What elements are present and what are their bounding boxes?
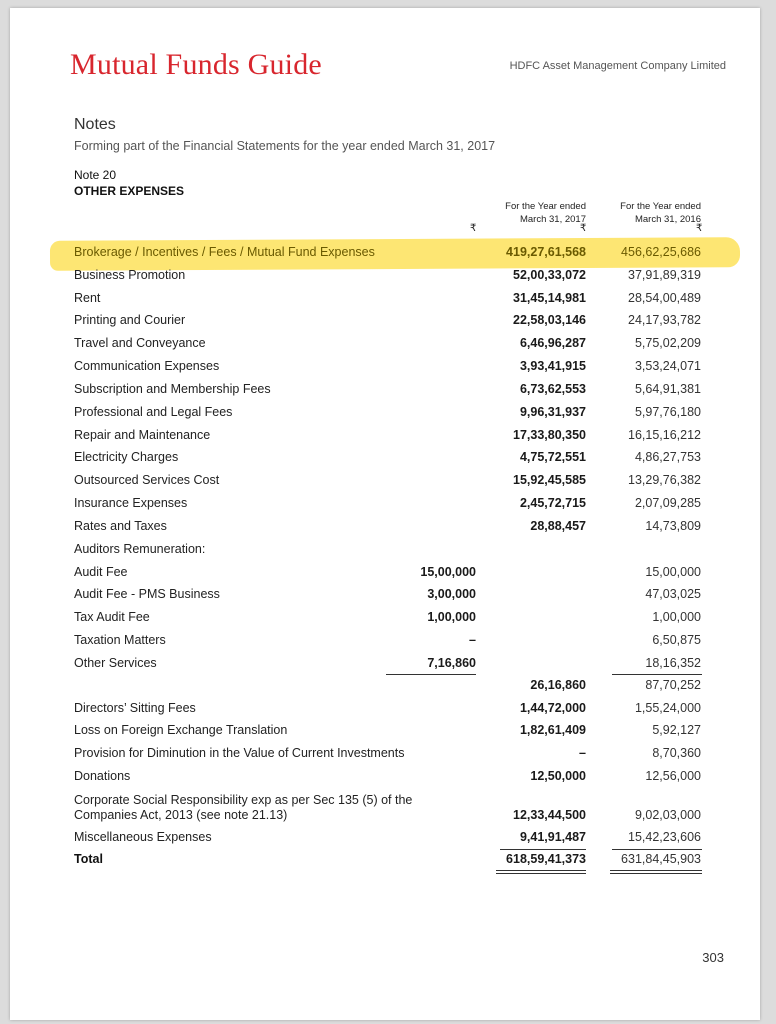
table-row [10,382,760,402]
guide-title: Mutual Funds Guide [70,48,322,81]
note-title: OTHER EXPENSES [74,184,185,198]
table-row [10,359,760,379]
amount-2016: 1,55,24,000 [634,701,701,715]
amount-2017: 9,41,91,487 [519,830,586,844]
amount-2017: 419,27,61,568 [506,245,586,259]
amount-2016: 13,29,76,382 [628,473,701,487]
row-label: Repair and Maintenance [74,428,211,442]
page-number: 303 [702,950,724,965]
subtotal-underline-2016 [612,674,702,675]
notes-subtitle: Forming part of the Financial Statements for the year ended March 31, 2017 [74,139,496,153]
row-label: Auditors Remuneration: [74,542,206,556]
table-row [10,542,760,562]
row-label: Total [74,852,103,866]
csr-label-line1: Corporate Social Responsibility exp as per Sec 135 (5) of the [74,793,413,807]
csr-label [74,793,414,823]
row-label: Travel and Conveyance [74,336,206,350]
row-label: Directors’ Sitting Fees [74,701,196,715]
amount-2017: 17,33,80,350 [513,428,586,442]
table-row [10,245,760,265]
row-label: Rates and Taxes [74,519,167,533]
row-label: Audit Fee - PMS Business [74,587,220,601]
amount-2016: 5,92,127 [652,723,701,737]
amount-2017: 52,00,33,072 [513,268,586,282]
table-row [10,473,760,493]
row-label: Taxation Matters [74,633,166,647]
amount-2016: 3,53,24,071 [634,359,701,373]
table-row [10,313,760,333]
amount-2017: 1,44,72,000 [519,701,586,715]
currency-symbol-2016: ₹ [696,223,703,234]
company-name: HDFC Asset Management Company Limited [509,60,726,72]
csr-label-line2: Companies Act, 2013 (see note 21.13) [74,808,288,822]
amount-2016: 14,73,809 [645,519,701,533]
row-label: Brokerage / Incentives / Fees / Mutual Fund Expenses [74,245,375,259]
amount-2017: 9,96,31,937 [519,405,586,419]
table-row [10,746,760,766]
amount-2017: – [579,746,586,760]
amount-2016: 24,17,93,782 [628,313,701,327]
table-row [10,587,760,607]
amount-2016: 87,70,252 [645,678,701,692]
table-row [10,496,760,516]
amount-2016: 15,00,000 [645,565,701,579]
amount-2016: 16,15,16,212 [628,428,701,442]
amount-2017: 618,59,41,373 [506,852,586,866]
row-label: Other Services [74,656,157,670]
amount-2017: 12,50,000 [530,769,586,783]
table-row [10,291,760,311]
table-row [10,830,760,850]
amount-2016: 28,54,00,489 [628,291,701,305]
sub-amount: 7,16,860 [427,656,476,670]
row-label: Miscellaneous Expenses [74,830,212,844]
row-label: Professional and Legal Fees [74,405,233,419]
table-row [10,450,760,470]
row-label: Provision for Diminution in the Value of Current Investments [74,746,405,760]
table-row [10,336,760,356]
amount-2017: 12,33,44,500 [513,808,586,822]
amount-2017: 22,58,03,146 [513,313,586,327]
total-top-line-2017 [500,849,586,850]
row-label: Rent [74,291,101,305]
amount-2016: 18,16,352 [645,656,701,670]
sub-amount: 15,00,000 [420,565,476,579]
amount-2016: 1,00,000 [652,610,701,624]
amount-2017: 6,73,62,553 [519,382,586,396]
row-label: Communication Expenses [74,359,220,373]
table-row [10,633,760,653]
amount-2017: 3,93,41,915 [519,359,586,373]
sub-amount: – [469,633,476,647]
amount-2017: 4,75,72,551 [519,450,586,464]
table-row [10,565,760,585]
amount-2017: 6,46,96,287 [519,336,586,350]
column-header-2016-line1: For the Year ended [620,201,701,212]
amount-2016: 5,97,76,180 [634,405,701,419]
row-label: Printing and Courier [74,313,186,327]
total-double-line-2016-a [610,870,702,871]
table-row [10,268,760,288]
currency-symbol-sub: ₹ [470,223,477,234]
row-label: Electricity Charges [74,450,179,464]
amount-2016: 15,42,23,606 [628,830,701,844]
row-label: Audit Fee [74,565,128,579]
amount-2016: 456,62,25,686 [621,245,701,259]
row-label: Outsourced Services Cost [74,473,220,487]
amount-2016: 37,91,89,319 [628,268,701,282]
table-row [10,428,760,448]
total-top-line-2016 [612,849,702,850]
amount-2016: 6,50,875 [652,633,701,647]
document-page [10,8,760,1020]
table-row [10,769,760,789]
amount-2016: 631,84,45,903 [621,852,701,866]
row-label: Business Promotion [74,268,186,282]
expenses-table [10,8,760,1020]
total-double-line-2016-b [610,873,702,874]
amount-2017: 1,82,61,409 [519,723,586,737]
amount-2017: 15,92,45,585 [513,473,586,487]
row-label: Donations [74,769,131,783]
table-row [10,678,760,698]
table-row [10,405,760,425]
note-number: Note 20 [74,168,117,182]
row-label: Subscription and Membership Fees [74,382,271,396]
currency-symbol-2017: ₹ [580,223,587,234]
total-double-line-2017-b [496,873,586,874]
table-row [10,519,760,539]
table-row [10,701,760,721]
table-row [10,610,760,630]
row-label: Loss on Foreign Exchange Translation [74,723,288,737]
amount-2016: 8,70,360 [652,746,701,760]
table-row [10,852,760,872]
amount-2016: 12,56,000 [645,769,701,783]
amount-2016: 9,02,03,000 [634,808,701,822]
amount-2017: 31,45,14,981 [513,291,586,305]
column-header-2017-line1: For the Year ended [505,201,586,212]
amount-2016: 5,75,02,209 [634,336,701,350]
total-double-line-2017-a [496,870,586,871]
row-label: Insurance Expenses [74,496,188,510]
table-row [10,723,760,743]
subtotal-underline [386,674,476,675]
table-row [10,656,760,676]
column-header-2017-line2: March 31, 2017 [519,214,586,225]
column-header-2016-line2: March 31, 2016 [634,214,701,225]
amount-2016: 2,07,09,285 [634,496,701,510]
amount-2016: 4,86,27,753 [634,450,701,464]
row-label: Tax Audit Fee [74,610,150,624]
amount-2016: 5,64,91,381 [634,382,701,396]
sub-amount: 3,00,000 [427,587,476,601]
notes-heading: Notes [74,116,116,133]
amount-2017: 28,88,457 [530,519,586,533]
amount-2016: 47,03,025 [645,587,701,601]
amount-2017: 26,16,860 [530,678,586,692]
sub-amount: 1,00,000 [427,610,476,624]
amount-2017: 2,45,72,715 [519,496,586,510]
